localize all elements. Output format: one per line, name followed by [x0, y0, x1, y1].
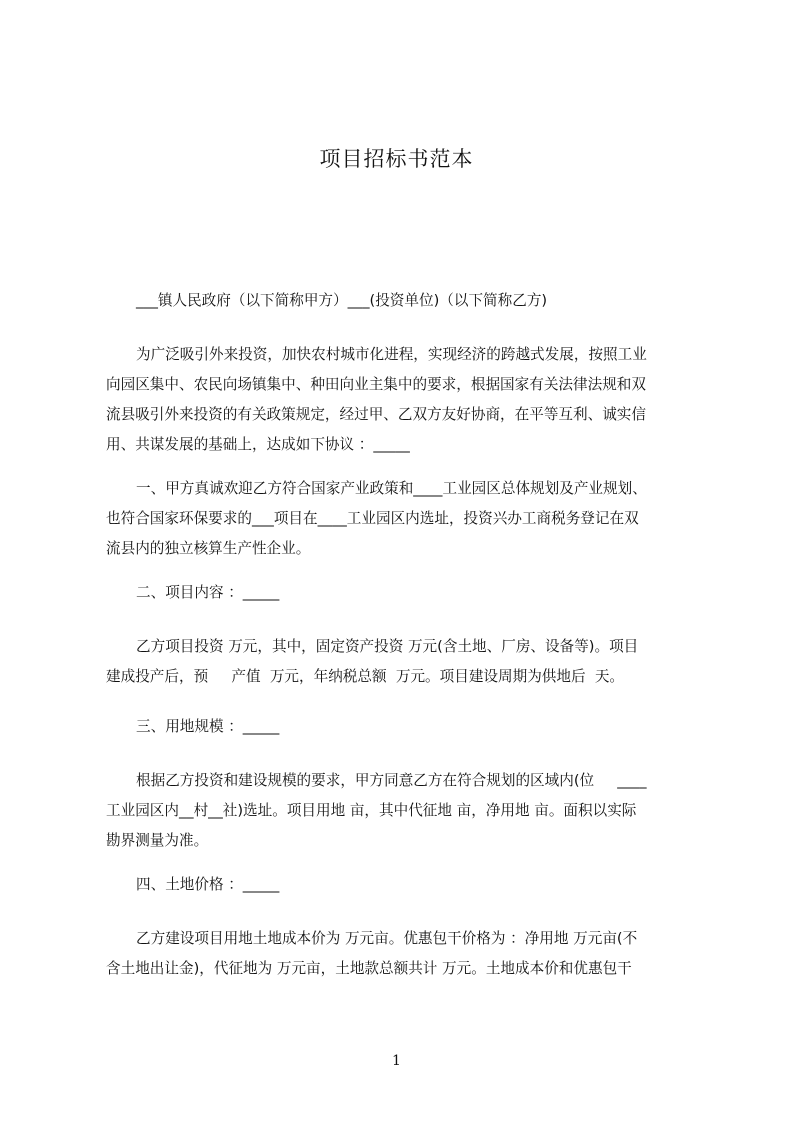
document-title: 项目招标书范本: [319, 147, 474, 171]
section-heading-land-price: 四、土地价格 ：_____: [136, 876, 280, 893]
text-line: 为广泛吸引外来投资，加快农村城市化进程，实现经济的跨越式发展，按照工业: [136, 346, 647, 363]
page-number: 1: [392, 1053, 401, 1069]
text-line: 含土地出让金)，代征地为 万元亩，土地款总额共计 万元。土地成本价和优惠包干: [106, 960, 632, 977]
text-line: 根据乙方投资和建设规模的要求，甲方同意乙方在符合规划的区域内(位 ____: [136, 772, 647, 789]
land-price-paragraph: [106, 924, 702, 984]
section-heading-project-content: 二、项目内容 ：_____: [136, 584, 280, 601]
text-line: 向园区集中、农民向场镇集中、种田向业主集中的要求，根据国家有关法律法规和双: [106, 376, 646, 393]
text-line: 乙方项目投资 万元，其中，固定资产投资 万元(含土地、厂房、设备等)。项目: [136, 638, 639, 655]
text-line: 建成投产后，预 产值 万元，年纳税总额 万元。项目建设周期为供地后 天。: [106, 668, 625, 685]
text-line: 勘界测量为准。: [106, 832, 209, 849]
text-line: 也符合国家环保要求的___项目在____工业园区内选址，投资兴办工商税务登记在双: [106, 510, 639, 527]
party-line: ___镇人民政府（以下简称甲方）___(投资单位)（以下简称乙方): [136, 292, 548, 309]
clause-one-paragraph: [106, 474, 702, 564]
text-line: 工业园区内__村__社)选址。项目用地 亩，其中代征地 亩，净用地 亩。面积以实际: [106, 802, 637, 819]
intro-paragraph: [106, 340, 702, 460]
text-line: 流县吸引外来投资的有关政策规定，经过甲、乙双方友好协商，在平等互利、诚实信: [106, 406, 646, 423]
text-line: 流县内的独立核算生产性企业。: [106, 540, 311, 557]
section-heading-land-scale: 三、用地规模 ：_____: [136, 718, 280, 735]
project-content-paragraph: [106, 632, 702, 692]
text-line: 用、共谋发展的基础上，达成如下协议 ：_____: [106, 436, 410, 453]
text-line: 乙方建设项目用地土地成本价为 万元亩。优惠包干价格为 ：净用地 万元亩(不: [136, 930, 638, 947]
land-scale-paragraph: [106, 766, 702, 856]
text-line: 一、甲方真诚欢迎乙方符合国家产业政策和____工业园区总体规划及产业规划、: [136, 480, 647, 497]
